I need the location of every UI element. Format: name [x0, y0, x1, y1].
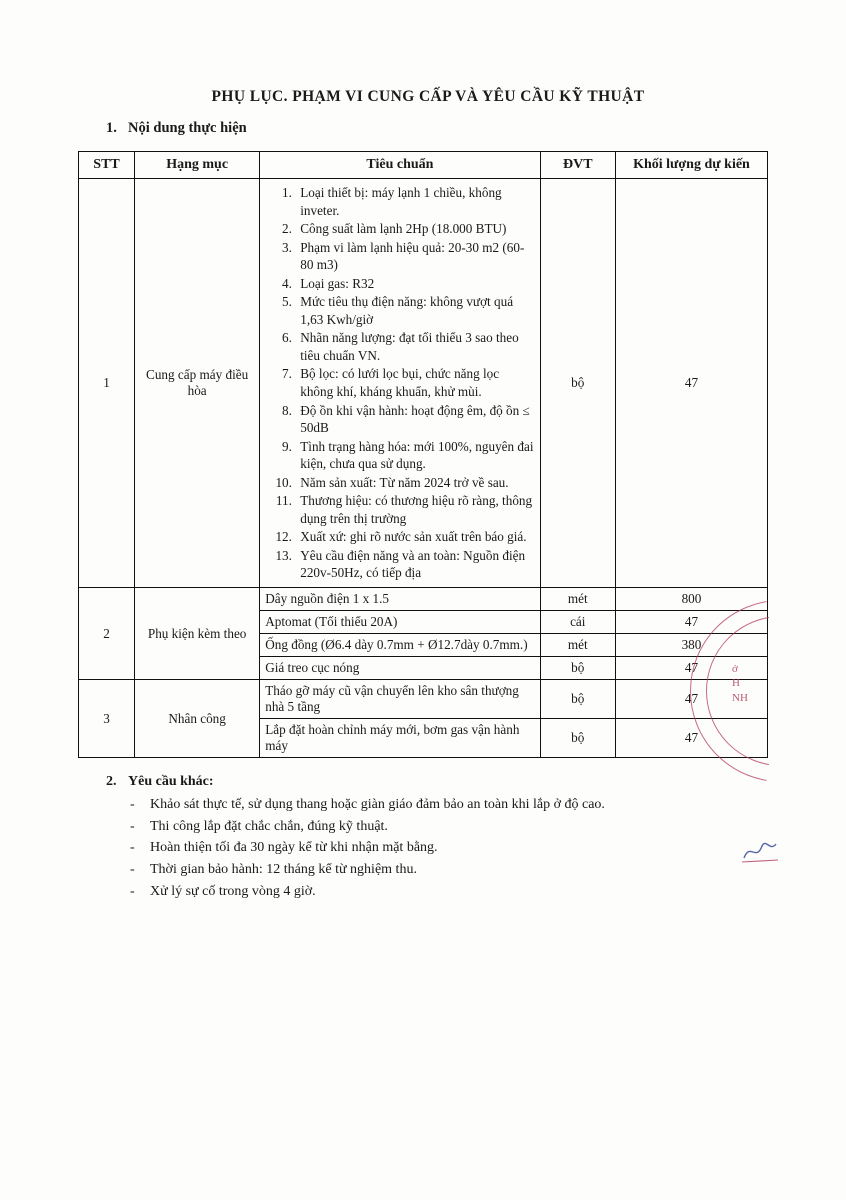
column-header-tieu-chuan: Tiêu chuẩn	[260, 152, 540, 179]
section-2-number: 2.	[106, 774, 117, 790]
table-row	[79, 588, 768, 611]
cell-hang-muc: Phụ kiện kèm theo	[135, 588, 260, 680]
cell-tieu-chuan: Dây nguồn điện 1 x 1.5	[260, 588, 540, 611]
other-requirements-section	[78, 774, 768, 902]
specification-table	[78, 151, 768, 758]
document-content	[78, 88, 768, 902]
cell-khoi-luong: 47	[615, 657, 767, 680]
cell-stt: 2	[79, 588, 135, 680]
stamp-line-1: ở	[732, 663, 738, 675]
cell-khoi-luong: 47	[615, 680, 767, 719]
table-row	[79, 179, 768, 588]
stamp-line-2: H	[732, 677, 740, 690]
column-header-stt: STT	[79, 152, 135, 179]
cell-dvt: cái	[540, 611, 615, 634]
cell-dvt: mét	[540, 588, 615, 611]
cell-khoi-luong: 800	[615, 588, 767, 611]
cell-tieu-chuan	[260, 179, 540, 588]
cell-khoi-luong: 47	[615, 611, 767, 634]
section-2-label: Yêu cầu khác:	[128, 774, 214, 790]
other-requirements-list	[106, 794, 768, 902]
spec-item: 6. Nhãn năng lượng: đạt tối thiểu 3 sao theo tiêu chuẩn VN.	[295, 329, 534, 364]
section-heading-2	[106, 774, 768, 790]
spec-item: 13. Yêu cầu điện năng và an toàn: Nguồn điện 220v-50Hz, có tiếp địa	[295, 547, 534, 582]
spec-item: 2. Công suất làm lạnh 2Hp (18.000 BTU)	[295, 220, 534, 238]
page-title: PHỤ LỤC. PHẠM VI CUNG CẤP VÀ YÊU CẦU KỸ THUẬT	[211, 88, 645, 105]
cell-khoi-luong: 47	[615, 179, 767, 588]
table-body	[79, 179, 768, 758]
cell-dvt: bộ	[540, 657, 615, 680]
section-heading-1	[78, 120, 768, 137]
table-header-row	[79, 152, 768, 179]
cell-dvt: bộ	[540, 680, 615, 719]
spec-item: 7. Bộ lọc: có lưới lọc bụi, chức năng lọc không khí, kháng khuẩn, khử mùi.	[295, 365, 534, 400]
spec-item: 5. Mức tiêu thụ điện năng: không vượt quá 1,63 Kwh/giờ	[295, 293, 534, 328]
spec-list	[265, 184, 534, 582]
column-header-dvt: ĐVT	[540, 152, 615, 179]
spec-item: 8. Độ ồn khi vận hành: hoạt động êm, độ ồn ≤ 50dB	[295, 402, 534, 437]
list-item: - Thời gian bảo hành: 12 tháng kể từ nghiệm thu.	[124, 859, 768, 881]
column-header-hang-muc: Hạng mục	[135, 152, 260, 179]
list-item: - Thi công lắp đặt chắc chắn, đúng kỹ thuật.	[124, 816, 768, 838]
spec-item: 1. Loại thiết bị: máy lạnh 1 chiều, không inveter.	[295, 184, 534, 219]
spec-item: 12. Xuất xứ: ghi rõ nước sản xuất trên báo giá.	[295, 528, 534, 546]
cell-tieu-chuan: Tháo gỡ máy cũ vận chuyển lên kho sân thượng nhà 5 tầng	[260, 680, 540, 719]
spec-item: 3. Phạm vi làm lạnh hiệu quả: 20-30 m2 (60-80 m3)	[295, 239, 534, 274]
cell-dvt: bộ	[540, 719, 615, 758]
table-row	[79, 680, 768, 719]
table-header	[79, 152, 768, 179]
cell-stt: 3	[79, 680, 135, 758]
cell-stt: 1	[79, 179, 135, 588]
section-1-number: 1.	[106, 120, 117, 136]
spec-item: 9. Tình trạng hàng hóa: mới 100%, nguyên đai kiện, chưa qua sử dụng.	[295, 438, 534, 473]
cell-dvt: mét	[540, 634, 615, 657]
cell-tieu-chuan: Ống đồng (Ø6.4 dày 0.7mm + Ø12.7dày 0.7mm.)	[260, 634, 540, 657]
cell-tieu-chuan: Lắp đặt hoàn chỉnh máy mới, bơm gas vận hành máy	[260, 719, 540, 758]
cell-tieu-chuan: Giá treo cục nóng	[260, 657, 540, 680]
cell-khoi-luong: 380	[615, 634, 767, 657]
list-item: - Khảo sát thực tế, sử dụng thang hoặc giàn giáo đảm bảo an toàn khi lắp ở độ cao.	[124, 794, 768, 816]
stamp-line-3: NH	[732, 691, 748, 704]
cell-khoi-luong: 47	[615, 719, 767, 758]
cell-hang-muc: Cung cấp máy điều hòa	[135, 179, 260, 588]
spec-item: 4. Loại gas: R32	[295, 275, 534, 293]
section-1-label: Nội dung thực hiện	[128, 120, 247, 136]
column-header-khoi-luong: Khối lượng dự kiến	[615, 152, 767, 179]
cell-dvt: bộ	[540, 179, 615, 588]
list-item: - Xử lý sự cố trong vòng 4 giờ.	[124, 881, 768, 903]
list-item: - Hoàn thiện tối đa 30 ngày kể từ khi nhận mặt bằng.	[124, 837, 768, 859]
spec-item: 10. Năm sản xuất: Từ năm 2024 trở về sau.	[295, 474, 534, 492]
cell-tieu-chuan: Aptomat (Tối thiểu 20A)	[260, 611, 540, 634]
spec-item: 11. Thương hiệu: có thương hiệu rõ ràng, thông dụng trên thị trường	[295, 492, 534, 527]
cell-hang-muc: Nhân công	[135, 680, 260, 758]
